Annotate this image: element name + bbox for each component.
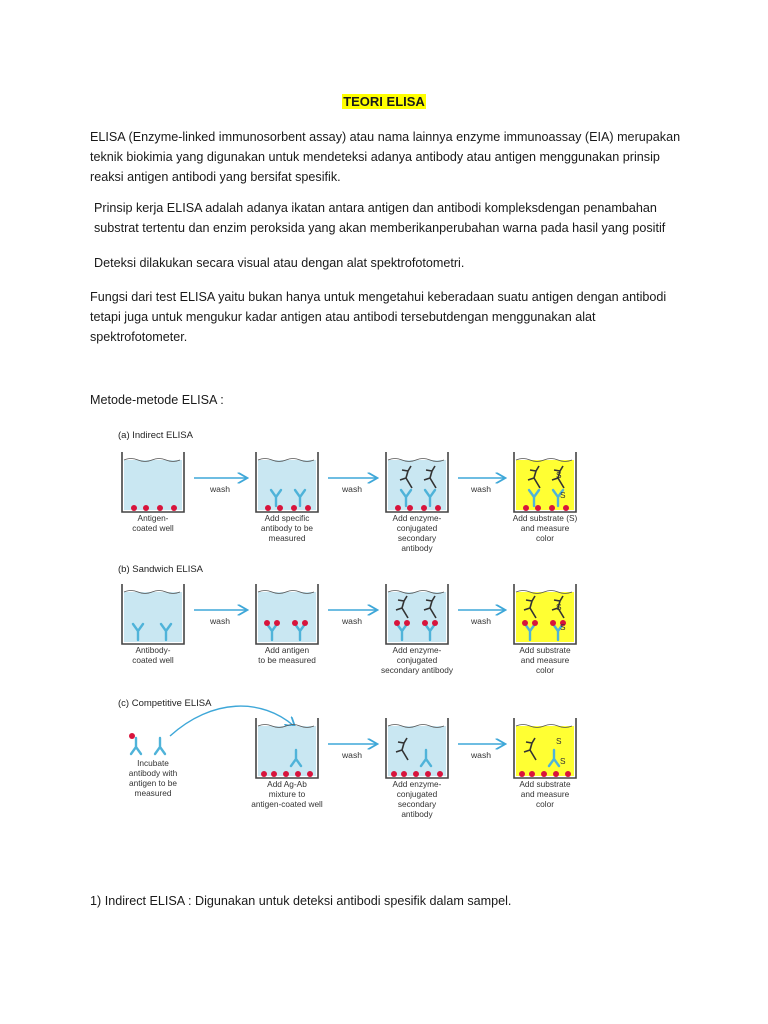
methods-heading: Metode-metode ELISA : bbox=[90, 393, 224, 407]
antibody-shape bbox=[155, 738, 165, 754]
well-liquid bbox=[388, 460, 446, 510]
antigen-dot bbox=[519, 771, 525, 777]
well-step bbox=[256, 584, 318, 665]
wash-label: wash bbox=[341, 484, 363, 494]
section-title: (a) Indirect ELISA bbox=[118, 430, 193, 441]
substrate-symbol: S bbox=[556, 470, 562, 480]
antigen-dot bbox=[529, 771, 535, 777]
antigen-dot bbox=[295, 771, 301, 777]
caption-line: antibody with bbox=[128, 768, 178, 778]
caption-line: Add enzyme- bbox=[392, 513, 442, 523]
well-step bbox=[251, 718, 323, 809]
antigen-dot bbox=[549, 505, 555, 511]
wash-label: wash bbox=[209, 484, 231, 494]
caption-line: conjugated bbox=[396, 655, 438, 665]
antigen-dot bbox=[401, 771, 407, 777]
caption-line: color bbox=[536, 533, 554, 543]
antibody-shape bbox=[131, 738, 141, 754]
substrate-symbol: S bbox=[560, 756, 566, 766]
step-caption bbox=[519, 645, 571, 675]
antigen-dot bbox=[421, 505, 427, 511]
caption-line: and measure bbox=[520, 655, 570, 665]
page-title: TEORI ELISA bbox=[343, 94, 425, 109]
paragraph-indirect-elisa: 1) Indirect ELISA : Digunakan untuk deteksi antibodi spesifik dalam sampel. bbox=[90, 894, 512, 908]
antigen-dot bbox=[283, 771, 289, 777]
well-liquid bbox=[516, 592, 574, 642]
caption-line: Add substrate (S) bbox=[512, 513, 578, 523]
paragraph-function: Fungsi dari test ELISA yaitu bukan hanya untuk mengetahui keberadaan suatu antigen dengan antibodi tetapi juga untuk mengukur kadar antigen atau antibodi tersebutdengan menggunakan alat spektrofotometer. bbox=[90, 290, 667, 344]
step-caption bbox=[132, 513, 174, 533]
paragraph-principle: Prinsip kerja ELISA adalah adanya ikatan antara antigen dan antibodi kompleksdengan penambahan substrat tertentu dan enzim peroksida yang akan memberikanperubahan warna pada hasil yang positif bbox=[94, 201, 666, 235]
caption-line: secondary bbox=[397, 533, 437, 543]
well-step bbox=[122, 584, 184, 665]
caption-line: Add substrate bbox=[519, 645, 571, 655]
antigen-dot bbox=[394, 620, 400, 626]
antigen-dot bbox=[563, 505, 569, 511]
well-step bbox=[514, 718, 576, 809]
caption-line: Antigen- bbox=[137, 513, 169, 523]
antigen-dot bbox=[277, 505, 283, 511]
antigen-dot bbox=[391, 771, 397, 777]
caption-line: measured bbox=[134, 788, 172, 798]
antigen-dot bbox=[302, 620, 308, 626]
antigen-dot bbox=[274, 620, 280, 626]
antigen-dot bbox=[157, 505, 163, 511]
antigen-dot bbox=[129, 733, 135, 739]
antigen-dot bbox=[432, 620, 438, 626]
wash-label: wash bbox=[341, 750, 363, 760]
caption-line: and measure bbox=[520, 789, 570, 799]
antigen-dot bbox=[292, 620, 298, 626]
antigen-dot bbox=[553, 771, 559, 777]
antigen-dot bbox=[541, 771, 547, 777]
antigen-dot bbox=[522, 620, 528, 626]
antigen-dot bbox=[407, 505, 413, 511]
well-step bbox=[122, 452, 184, 533]
well-liquid bbox=[258, 726, 316, 776]
substrate-symbol: S bbox=[556, 736, 562, 746]
antigen-dot bbox=[305, 505, 311, 511]
step-caption bbox=[393, 513, 442, 553]
caption-line: Add enzyme- bbox=[392, 779, 442, 789]
step-caption bbox=[381, 645, 454, 675]
caption-line: antigen to be bbox=[129, 778, 177, 788]
caption-line: antibody bbox=[401, 543, 433, 553]
caption-line: Antibody- bbox=[135, 645, 171, 655]
antigen-dot bbox=[565, 771, 571, 777]
caption-line: antigen-coated well bbox=[251, 799, 323, 809]
caption-line: color bbox=[536, 799, 554, 809]
antigen-dot bbox=[404, 620, 410, 626]
section-title: (c) Competitive ELISA bbox=[118, 698, 212, 709]
caption-line: Add substrate bbox=[519, 779, 571, 789]
caption-line: antibody bbox=[401, 809, 433, 819]
well-step bbox=[256, 452, 318, 543]
well-liquid bbox=[516, 460, 574, 510]
antigen-dot bbox=[523, 505, 529, 511]
antigen-dot bbox=[171, 505, 177, 511]
step-caption bbox=[393, 779, 442, 819]
wash-label: wash bbox=[470, 484, 492, 494]
well-liquid bbox=[124, 592, 182, 642]
wash-label: wash bbox=[470, 616, 492, 626]
caption-line: Add specific bbox=[264, 513, 310, 523]
well-liquid bbox=[258, 592, 316, 642]
substrate-symbol: S bbox=[560, 490, 566, 500]
antigen-dot bbox=[265, 505, 271, 511]
caption-line: and measure bbox=[520, 523, 570, 533]
caption-line: color bbox=[536, 665, 554, 675]
antigen-dot bbox=[435, 505, 441, 511]
well-liquid bbox=[124, 460, 182, 510]
caption-line: measured bbox=[268, 533, 306, 543]
well-step bbox=[514, 584, 576, 675]
caption-line: coated well bbox=[132, 523, 174, 533]
caption-line: Add antigen bbox=[264, 645, 310, 655]
well-step bbox=[386, 452, 448, 553]
paragraph-definition: ELISA (Enzyme-linked immunosorbent assay) atau nama lainnya enzyme immunoassay (EIA) merupakan teknik biokimia yang digunakan untuk mendeteksi adanya antibody atau antigen menggunakan prinsip reaksi antigen antibodi yang bersifat spesifik. bbox=[90, 130, 681, 184]
well-step bbox=[381, 584, 454, 675]
antigen-dot bbox=[143, 505, 149, 511]
caption-line: secondary antibody bbox=[381, 665, 453, 675]
antigen-dot bbox=[261, 771, 267, 777]
antigen-dot bbox=[271, 771, 277, 777]
antigen-dot bbox=[535, 505, 541, 511]
section-title: (b) Sandwich ELISA bbox=[118, 564, 204, 575]
caption-line: Add Ag-Ab bbox=[267, 779, 307, 789]
antigen-dot bbox=[532, 620, 538, 626]
well-liquid bbox=[388, 592, 446, 642]
wash-label: wash bbox=[341, 616, 363, 626]
antigen-dot bbox=[291, 505, 297, 511]
caption-line: conjugated bbox=[396, 789, 438, 799]
caption-line: mixture to bbox=[268, 789, 306, 799]
well-step bbox=[386, 718, 448, 819]
step-caption bbox=[129, 758, 178, 798]
well-liquid bbox=[258, 460, 316, 510]
caption-line: secondary bbox=[397, 799, 437, 809]
substrate-symbol: S bbox=[560, 622, 566, 632]
antigen-dot bbox=[395, 505, 401, 511]
substrate-symbol: S bbox=[556, 602, 562, 612]
well-step bbox=[513, 452, 578, 543]
wash-label: wash bbox=[209, 616, 231, 626]
elisa-methods-figure bbox=[118, 424, 578, 844]
antigen-dot bbox=[437, 771, 443, 777]
step-caption bbox=[261, 513, 314, 543]
caption-line: Incubate bbox=[137, 758, 169, 768]
antigen-dot bbox=[413, 771, 419, 777]
caption-line: to be measured bbox=[258, 655, 316, 665]
step-caption bbox=[519, 779, 571, 809]
antigen-dot bbox=[307, 771, 313, 777]
step-caption bbox=[258, 645, 316, 665]
caption-line: conjugated bbox=[396, 523, 438, 533]
step-caption bbox=[132, 645, 174, 665]
step-caption bbox=[513, 513, 578, 543]
antigen-dot bbox=[425, 771, 431, 777]
antigen-dot bbox=[264, 620, 270, 626]
antigen-dot bbox=[131, 505, 137, 511]
antigen-dot bbox=[550, 620, 556, 626]
caption-line: coated well bbox=[132, 655, 174, 665]
caption-line: Add enzyme- bbox=[392, 645, 442, 655]
caption-line: antibody to be bbox=[260, 523, 314, 533]
step-caption bbox=[251, 779, 323, 809]
antigen-dot bbox=[422, 620, 428, 626]
wash-label: wash bbox=[470, 750, 492, 760]
paragraph-detection: Deteksi dilakukan secara visual atau dengan alat spektrofotometri. bbox=[94, 256, 465, 270]
